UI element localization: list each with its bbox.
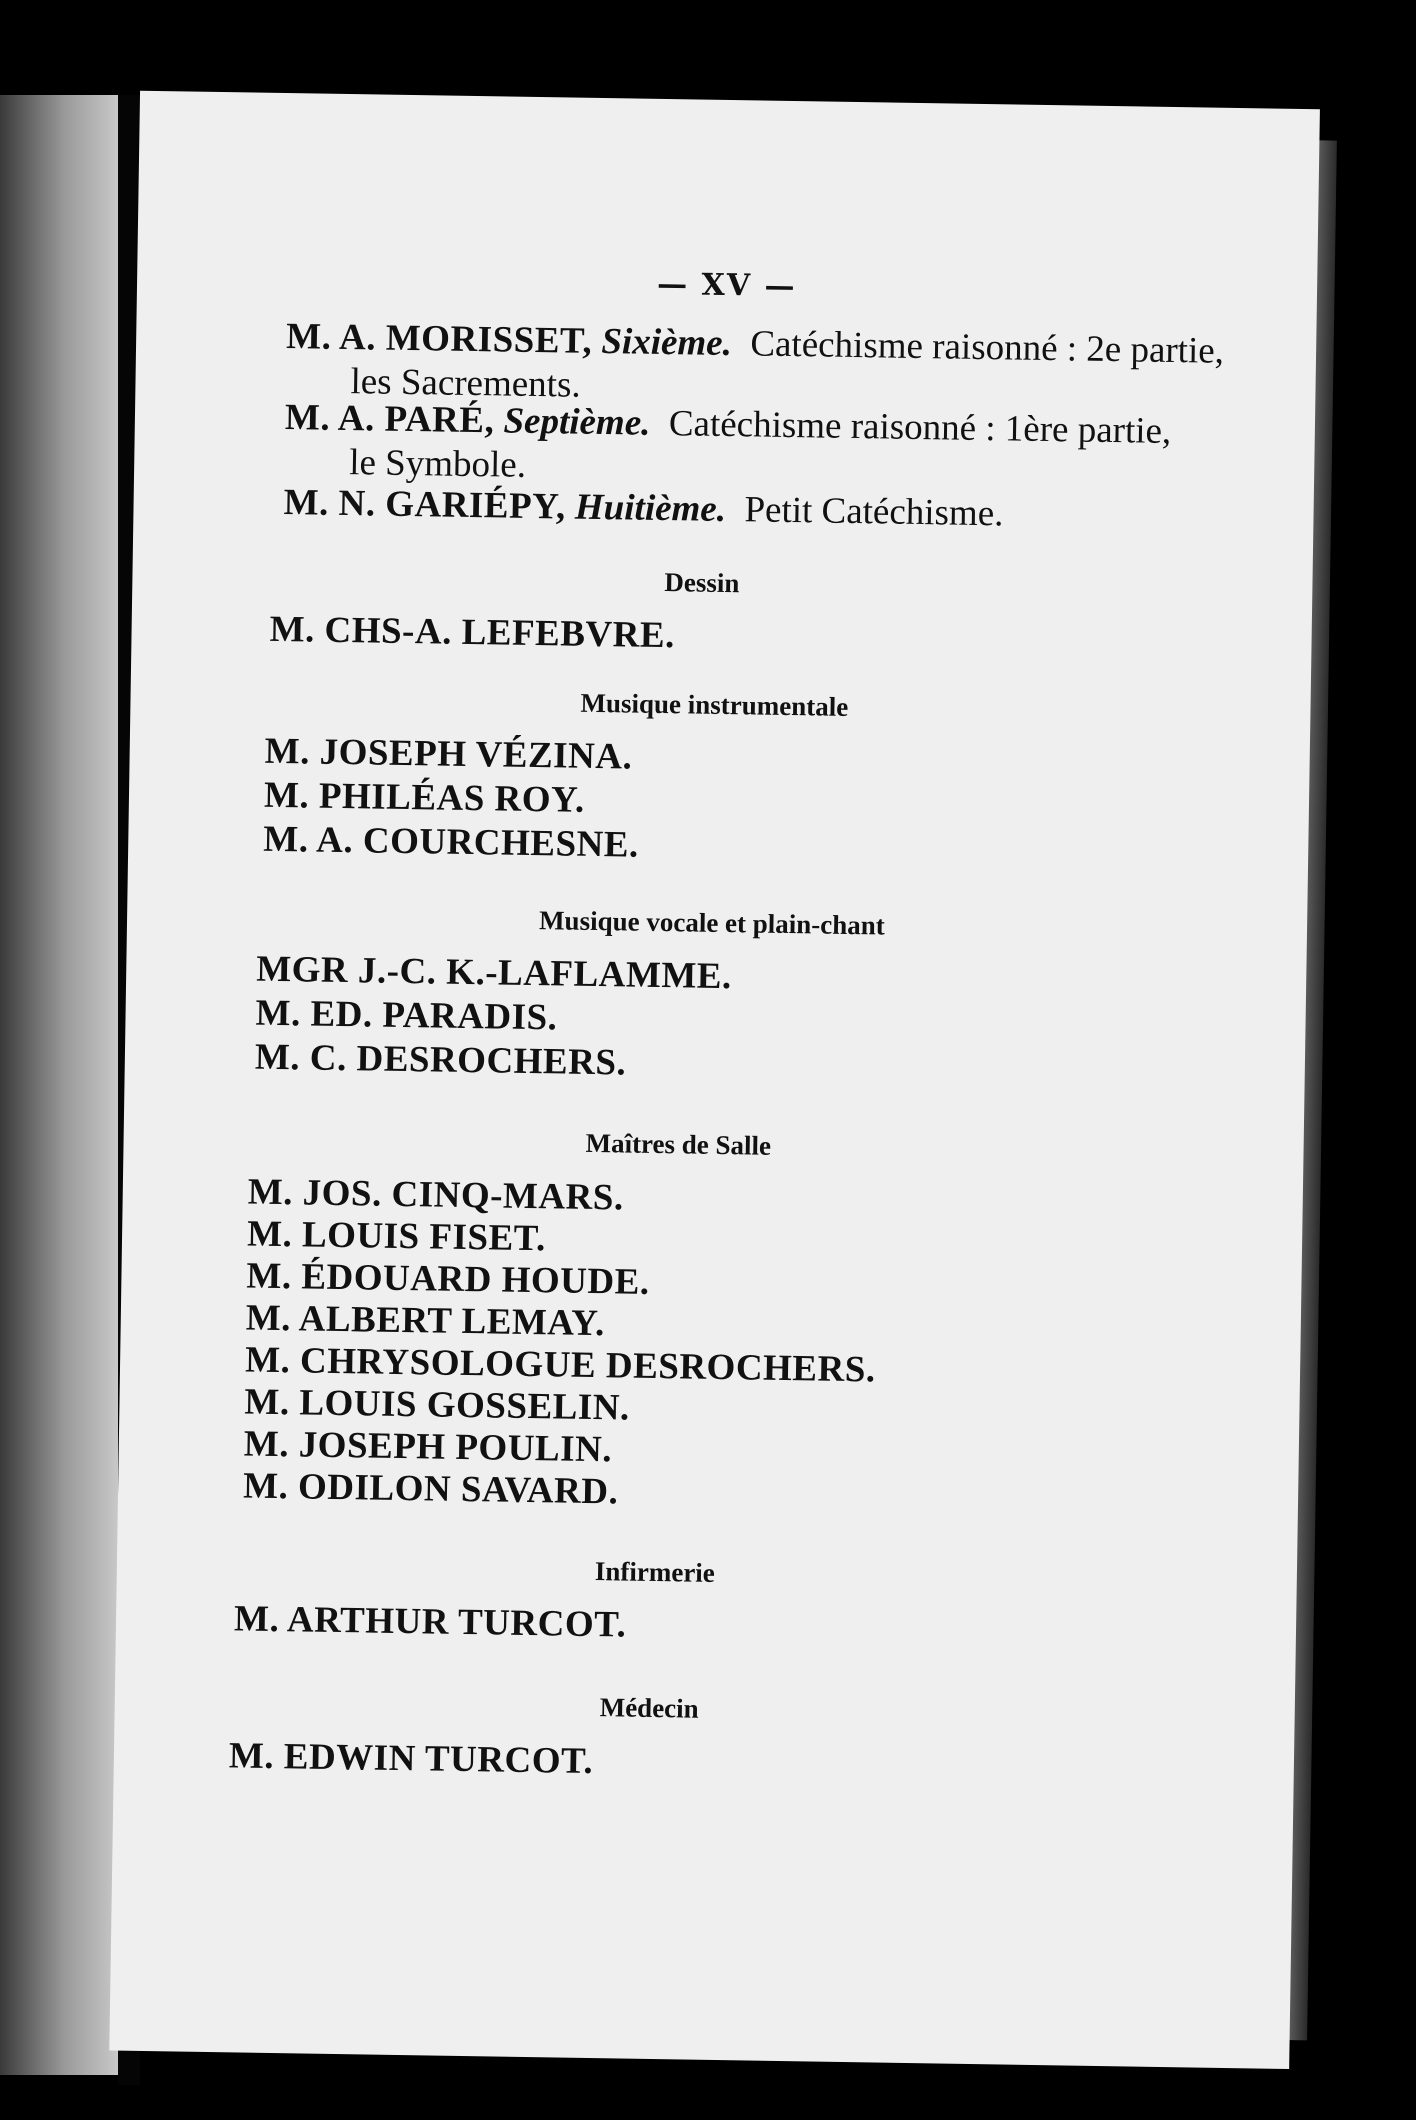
staff-name: M. JOSEPH POULIN. <box>243 1423 613 1471</box>
section-heading-dessin: Dessin <box>664 567 740 599</box>
catechism-continuation: le Symbole. <box>348 442 527 486</box>
course-text: Petit Catéchisme. <box>744 489 1004 535</box>
class-level: Septième. <box>503 400 651 444</box>
staff-name: M. JOS. CINQ-MARS. <box>247 1171 624 1219</box>
course-text: Catéchisme raisonné : 2e partie, <box>750 323 1225 372</box>
staff-name: M. ED. PARADIS. <box>255 992 558 1039</box>
staff-name: M. JOSEPH VÉZINA. <box>264 730 633 778</box>
page-content <box>140 91 1320 1783</box>
class-level: Sixième. <box>601 321 733 365</box>
section-heading-maitres-de-salle: Maîtres de Salle <box>585 1127 772 1161</box>
facing-page-edge <box>0 95 118 2075</box>
catechism-entry <box>283 481 1003 535</box>
staff-name: M. CHRYSOLOGUE DESROCHERS. <box>244 1339 876 1391</box>
page-number: — XV — <box>656 266 797 305</box>
staff-name: M. EDWIN TURCOT. <box>228 1735 594 1783</box>
staff-name: M. LOUIS FISET. <box>246 1213 547 1260</box>
section-heading-infirmerie: Infirmerie <box>594 1556 716 1588</box>
staff-name: M. CHS-A. LEFEBVRE. <box>269 608 676 657</box>
course-text: Catéchisme raisonné : 1ère partie, <box>668 403 1172 452</box>
catechism-continuation: les Sacrements. <box>350 361 581 406</box>
staff-name: M. ALBERT LEMAY. <box>245 1297 606 1345</box>
section-heading-medecin: Médecin <box>599 1692 699 1724</box>
class-level: Huitième. <box>574 486 727 530</box>
book-page <box>109 91 1320 2069</box>
staff-name: M. LOUIS GOSSELIN. <box>244 1381 631 1429</box>
teacher-name: M. A. MORISSET, <box>285 316 593 362</box>
staff-name: M. ODILON SAVARD. <box>242 1465 619 1513</box>
staff-name: M. ÉDOUARD HOUDE. <box>246 1255 650 1303</box>
teacher-name: M. A. PARÉ, <box>284 397 495 442</box>
staff-name: MGR J.-C. K.-LAFLAMME. <box>255 948 733 998</box>
section-heading-musique-instrumentale: Musique instrumentale <box>580 687 849 722</box>
staff-name: M. C. DESROCHERS. <box>254 1036 627 1084</box>
staff-name: M. A. COURCHESNE. <box>263 818 640 866</box>
staff-name: M. ARTHUR TURCOT. <box>233 1598 627 1646</box>
staff-name: M. PHILÉAS ROY. <box>263 774 585 821</box>
section-heading-musique-vocale: Musique vocale et plain-chant <box>538 905 886 941</box>
teacher-name: M. N. GARIÉPY, <box>283 482 567 528</box>
